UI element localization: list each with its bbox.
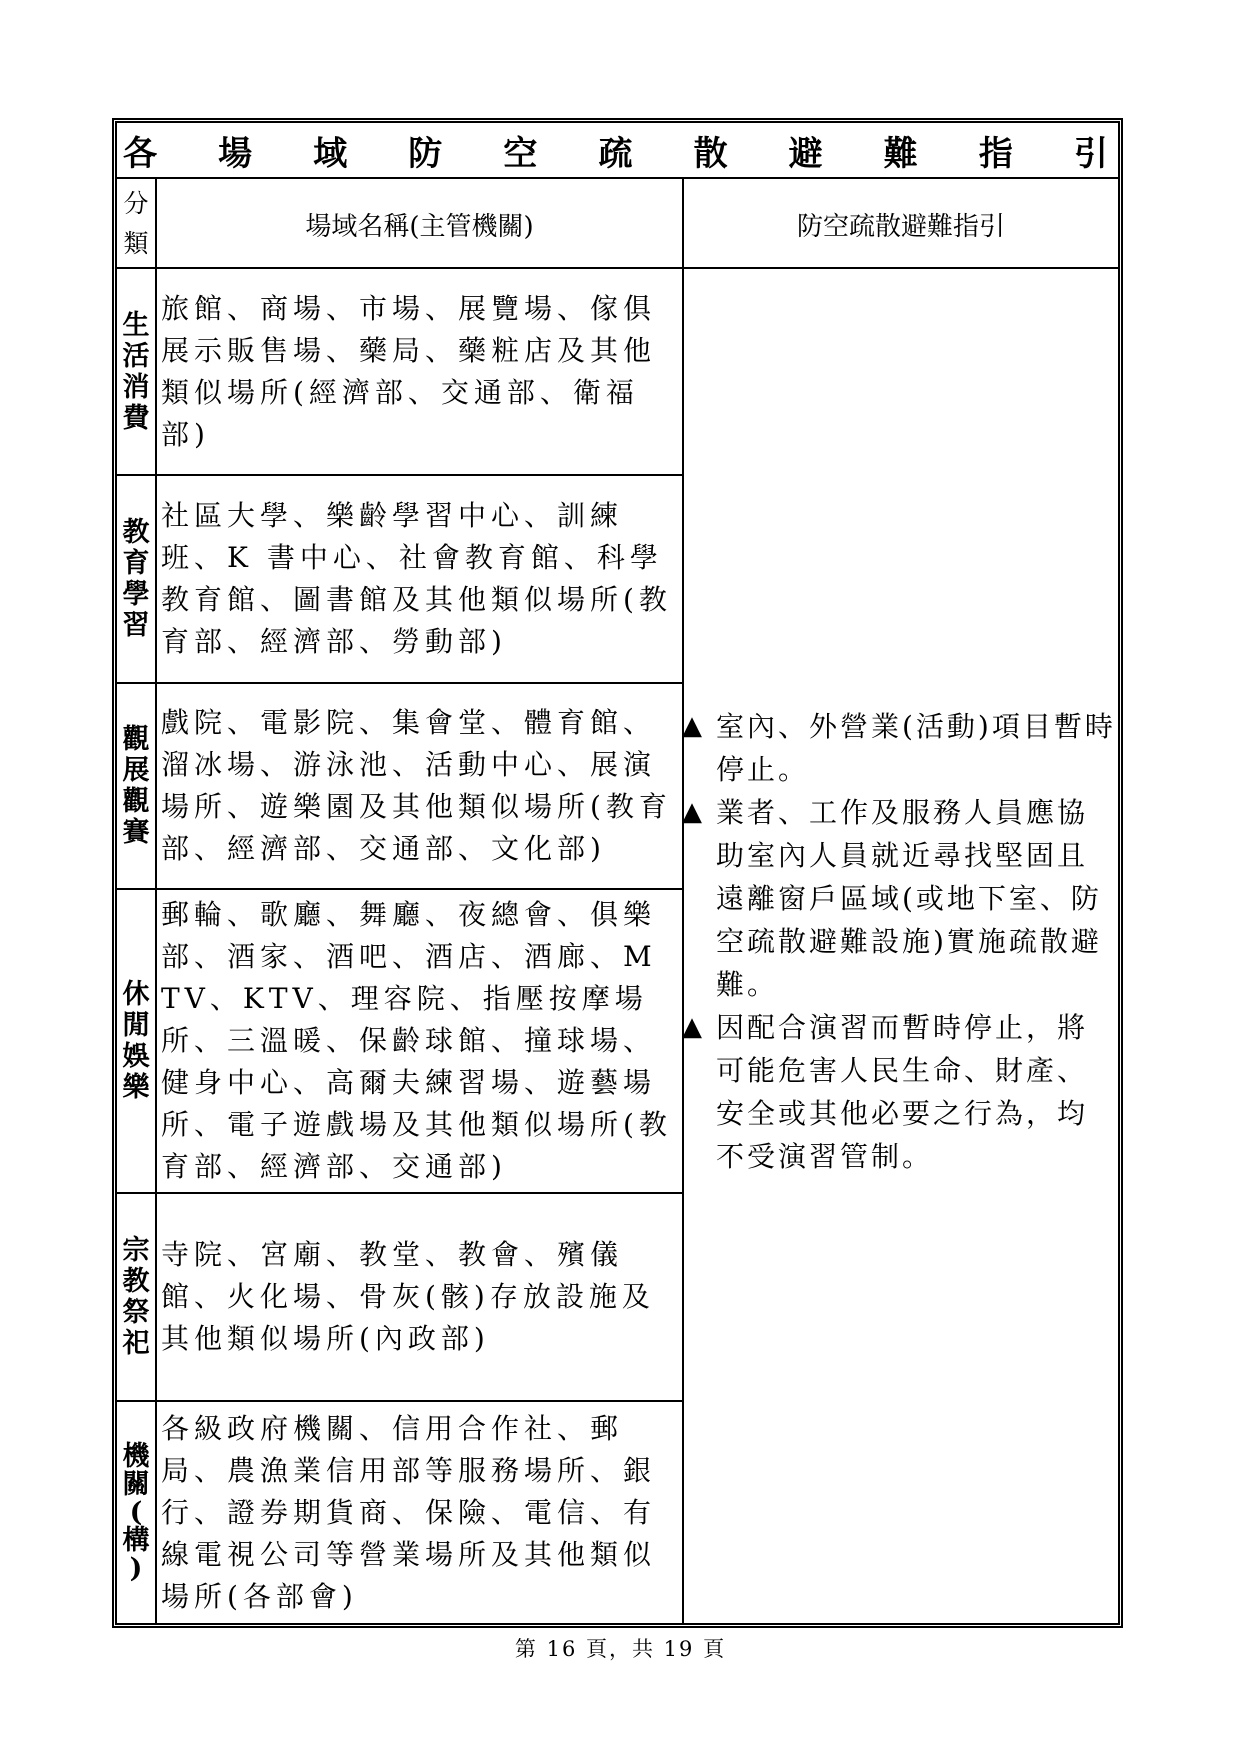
category-char: 教 <box>122 517 150 548</box>
category-cell <box>117 269 155 474</box>
category-char: 閒 <box>122 1010 150 1041</box>
title-char: 防 <box>408 133 443 174</box>
triangle-bullet-icon: ▲ <box>682 1012 705 1042</box>
guide-item <box>682 705 1118 791</box>
category-char: ( <box>129 1496 143 1528</box>
category-cell <box>117 684 155 888</box>
category-char: 習 <box>122 610 150 641</box>
page-number: 第 16 頁，共 19 頁 <box>514 1637 727 1661</box>
title-char: 散 <box>693 133 728 174</box>
category-char: 祀 <box>122 1328 150 1359</box>
guide-item-text: 因配合演習而暫時停止，將可能危害人民生命、財產、安全或其他必要之行為，均不受演習管制。 <box>716 1011 1089 1173</box>
category-char: 展 <box>122 755 150 786</box>
guideline-table <box>112 118 1123 1628</box>
category-char: 教 <box>122 1266 150 1297</box>
category-cell <box>117 1194 155 1400</box>
category-char: 費 <box>122 402 150 434</box>
venue-cell: 寺院、宮廟、教堂、教會、殯儀館、火化場、骨灰(骸)存放設施及其他類似場所(內政部) <box>161 1238 655 1355</box>
category-char: 祭 <box>122 1297 150 1328</box>
category-char: 宗 <box>122 1235 150 1266</box>
category-char: 構 <box>122 1524 150 1556</box>
title-char: 避 <box>788 133 823 174</box>
header-category-bottom: 類 <box>123 229 149 258</box>
triangle-bullet-icon: ▲ <box>682 711 705 741</box>
title-char: 難 <box>883 133 918 174</box>
category-char: 機 <box>122 1440 150 1472</box>
venue-cell: 郵輪、歌廳、舞廳、夜總會、俱樂部、酒家、酒吧、酒店、酒廊、MTV、KTV、理容院、指壓按摩場所、三溫暖、保齡球館、撞球場、健身中心、高爾夫練習場、遊藝場所、電子遊戲場及其他類似場所(教育部、經濟部、交通部) <box>161 898 672 1183</box>
title-char: 空 <box>503 133 538 174</box>
category-char: 消 <box>122 371 150 403</box>
category-char: 樂 <box>122 1072 150 1103</box>
title-char: 指 <box>978 133 1013 174</box>
category-char: 關 <box>122 1468 150 1500</box>
category-cell <box>117 476 155 682</box>
category-char: 活 <box>122 340 150 372</box>
guide-list <box>682 705 1118 1178</box>
header-category <box>117 181 155 267</box>
category-char: 賽 <box>122 817 150 848</box>
category-char: 觀 <box>122 724 150 755</box>
category-char: 生 <box>122 309 150 341</box>
venue-cell: 戲院、電影院、集會堂、體育館、溜冰場、游泳池、活動中心、展演場所、遊樂園及其他類似場所(教育部、經濟部、交通部、文化部) <box>161 706 672 865</box>
venue-cell: 社區大學、樂齡學習中心、訓練班、K 書中心、社會教育館、科學教育館、圖書館及其他類似場所(教育部、經濟部、勞動部) <box>161 499 672 658</box>
category-char: 娛 <box>122 1041 150 1072</box>
venue-cell: 各級政府機關、信用合作社、郵局、農漁業信用部等服務場所、銀行、證券期貨商、保險、電信、有線電視公司等營業場所及其他類似場所(各部會) <box>161 1411 657 1613</box>
category-char: 學 <box>122 579 150 610</box>
title-char: 各 <box>123 133 157 174</box>
guide-item-text: 業者、工作及服務人員應協助室內人員就近尋找堅固且遠離窗戶區域(或地下室、防空疏散避難設施)實施疏散避難。 <box>716 796 1102 1001</box>
guide-item-text: 室內、外營業(活動)項目暫時停止。 <box>716 710 1116 786</box>
table-title <box>117 123 1118 179</box>
category-char: 觀 <box>122 786 150 817</box>
header-guide: 防空疏散避難指引 <box>796 211 1005 242</box>
title-char: 引 <box>1073 133 1108 174</box>
header-venue: 場域名稱(主管機關) <box>305 211 534 242</box>
venue-cell: 旅館、商場、市場、展覽場、傢俱展示販售場、藥局、藥粧店及其他類似場所(經濟部、交通部、衛福部) <box>161 291 657 451</box>
category-char: 育 <box>122 548 150 579</box>
guide-item <box>682 791 1118 1006</box>
category-char: 休 <box>122 979 150 1010</box>
category-cell <box>117 1402 155 1623</box>
header-category-top: 分 <box>123 189 149 218</box>
title-char: 場 <box>218 133 253 174</box>
guide-item <box>682 1006 1118 1178</box>
triangle-bullet-icon: ▲ <box>682 797 705 827</box>
title-char: 域 <box>313 133 348 174</box>
title-char: 疏 <box>598 133 633 174</box>
category-cell <box>117 890 155 1192</box>
category-char: ) <box>129 1552 143 1584</box>
